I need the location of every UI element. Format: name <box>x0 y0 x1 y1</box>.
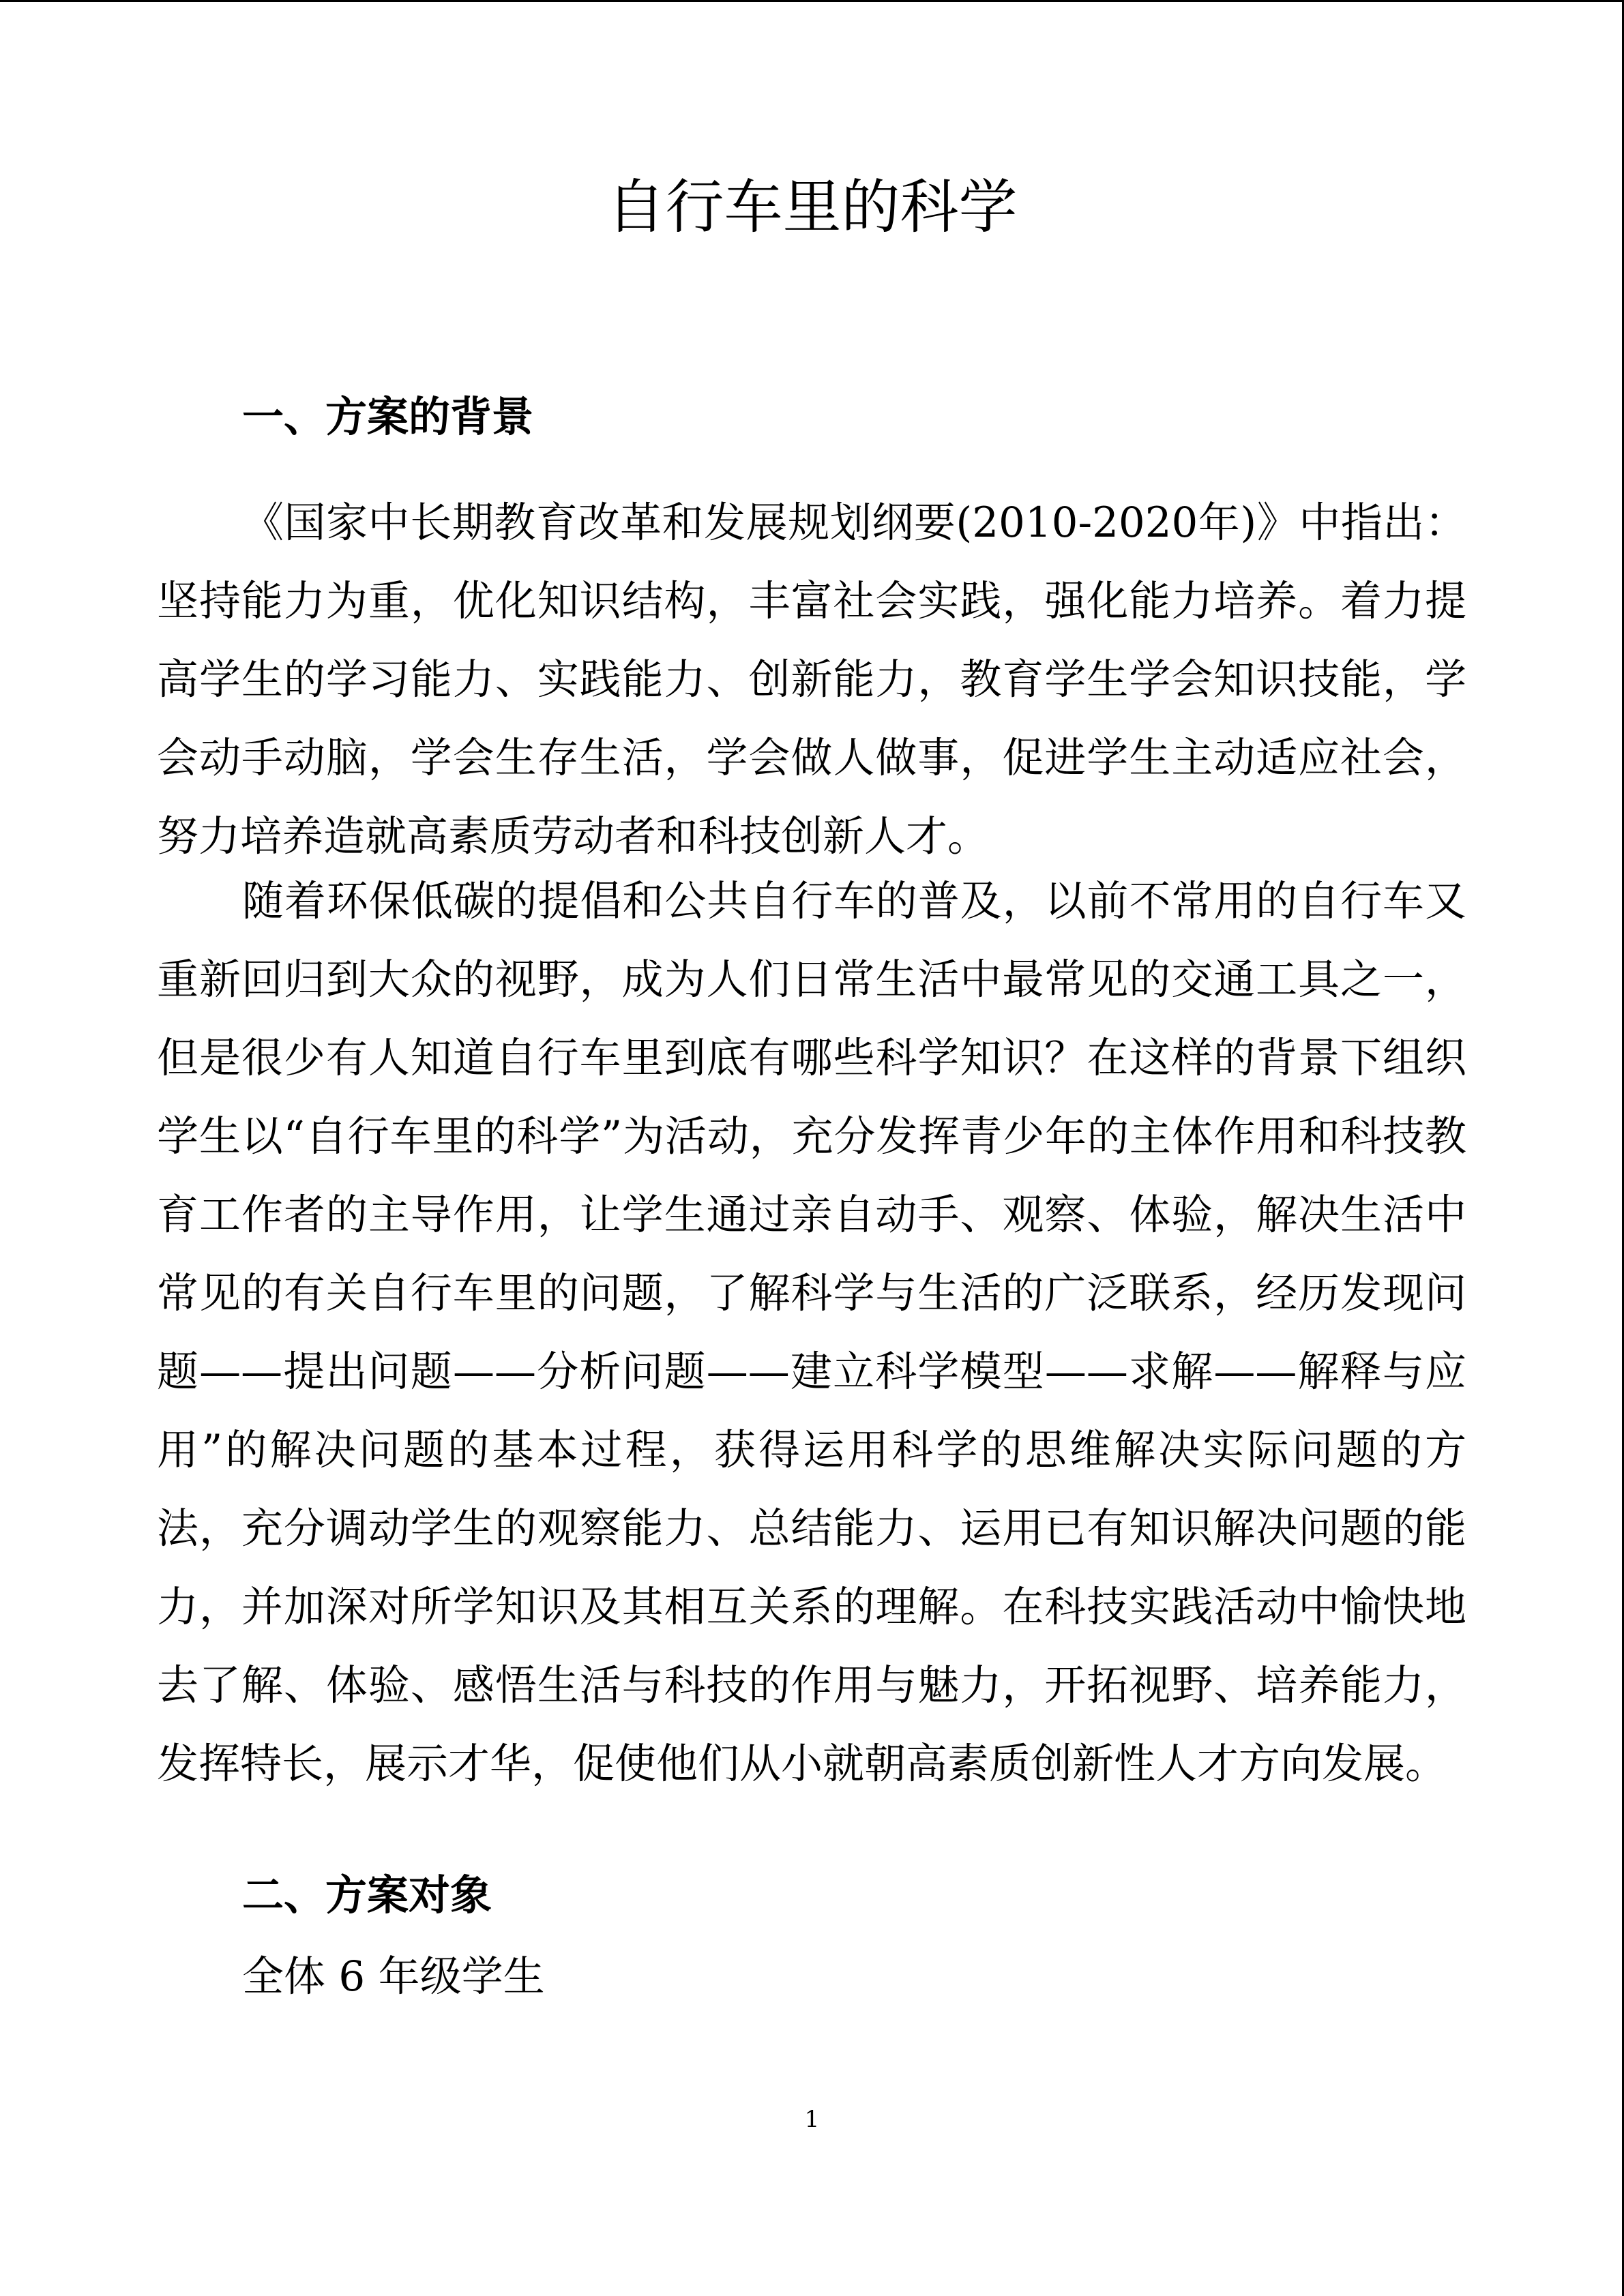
paragraph-background-1: 《国家中长期教育改革和发展规划纲要(2010-2020年)》中指出：坚持能力为重，优化知识结构，丰富社会实践，强化能力培养。着力提高学生的学习能力、实践能力、创新能力，教育学生学会知识技能，学会动手动脑，学会生存生活，学会做人做事，促进学生主动适应社会，努力培养造就高素质劳动者和科技创新人才。 <box>157 498 1466 861</box>
section-heading-background: 一、方案的背景 <box>242 393 534 441</box>
paragraph-background-2: 随着环保低碳的提倡和公共自行车的普及，以前不常用的自行车又重新回归到大众的视野，成为人们日常生活中最常见的交通工具之一，但是很少有人知道自行车里到底有哪些科学知识？在这样的背景下组织学生以“自行车里的科学”为活动，充分发挥青少年的主体作用和科技教育工作者的主导作用，让学生通过亲自动手、观察、体验，解决生活中常见的有关自行车里的问题，了解科学与生活的广泛联系，经历发现问题——提出问题——分析问题——建立科学模型——求解——解释与应用”的解决问题的基本过程，获得运用科学的思维解决实际问题的方法，充分调动学生的观察能力、总结能力、运用已有知识解决问题的能力，并加深对所学知识及其相互关系的理解。在科技实践活动中愉快地去了解、体验、感悟生活与科技的作用与魅力，开拓视野、培养能力，发挥特长，展示才华，促使他们从小就朝高素质创新性人才方向发展。 <box>157 877 1466 1788</box>
document-title: 自行车里的科学 <box>606 173 1018 241</box>
paragraph-target: 全体 6 年级学生 <box>242 1952 545 2001</box>
page-number: 1 <box>804 2106 820 2133</box>
section-heading-target: 二、方案对象 <box>242 1871 492 1920</box>
